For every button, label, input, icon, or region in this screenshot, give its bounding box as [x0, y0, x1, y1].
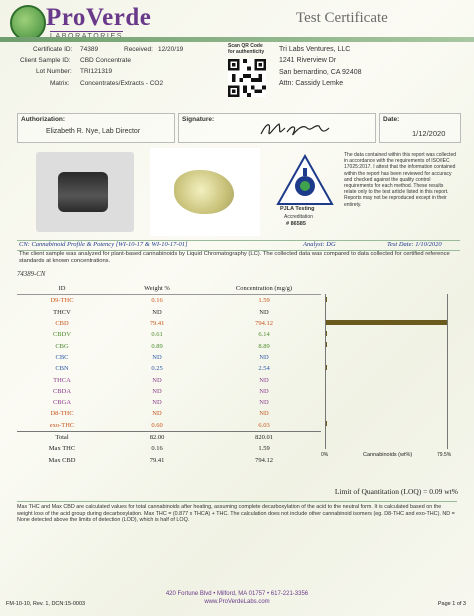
header-divider — [0, 37, 474, 42]
signature-image — [257, 118, 337, 140]
cell-weight: ND — [152, 376, 162, 384]
cert-id-label: Certificate ID: — [33, 46, 73, 53]
cannabinoid-bar-chart — [325, 294, 448, 449]
cannabinoid-row — [17, 397, 321, 408]
cell-conc: 8.89 — [258, 342, 270, 350]
footer-address: 420 Fortune Blvd • Milford, MA 01757 • 617-221-3356 — [165, 591, 309, 597]
col-id: ID — [17, 283, 107, 295]
cell-id: CBDA — [52, 387, 72, 395]
col-weight: Weight % — [107, 283, 207, 295]
bar-cbdv — [326, 331, 327, 336]
cell-id: D8-THC — [50, 410, 74, 418]
cell-id: CBN — [55, 365, 69, 373]
max-cbd-row — [17, 454, 321, 465]
sample-jar-photo — [36, 152, 134, 232]
form-id: FM-10-10, Rev. 1, DCN:15-0003 — [6, 601, 86, 607]
pjla-accreditation-badge — [276, 154, 334, 234]
max-thc-weight: 0.16 — [151, 445, 163, 453]
bar-exo-thc — [326, 421, 327, 426]
max-cbd-conc: 794.12 — [255, 456, 273, 464]
section-header — [17, 240, 460, 251]
cell-weight: ND — [152, 308, 162, 316]
authorization-box — [17, 113, 175, 143]
received-label: Received: — [124, 46, 153, 53]
badge-title: PJLA Testing — [280, 206, 315, 212]
max-cbd-weight: 79.41 — [149, 456, 165, 464]
cell-weight: ND — [152, 410, 162, 418]
date-box — [379, 113, 461, 143]
cell-conc: 6.14 — [258, 331, 270, 339]
cell-weight: 79.41 — [149, 320, 165, 328]
total-row — [17, 431, 321, 443]
sample-code: 74389-CN — [17, 271, 46, 278]
sample-material-photo — [150, 148, 260, 236]
cannabinoid-row — [17, 420, 321, 432]
cannabinoid-row — [17, 307, 321, 318]
cannabinoid-row — [17, 408, 321, 419]
cell-id: THCA — [53, 376, 71, 384]
max-cbd-id: Max CBD — [48, 456, 76, 464]
cannabinoid-table — [17, 283, 321, 466]
client-id-label: Client Sample ID: — [20, 57, 71, 64]
cell-conc: ND — [259, 308, 269, 316]
method-description: The client sample was analyzed for plant-based cannabinoids by Liquid Chromatography (LC). The collected data was compared to data collected for certified reference standards at known concentrations. — [19, 251, 450, 264]
client-city: San bernardino, CA 92408 — [279, 69, 362, 76]
page-number: Page 1 of 3 — [437, 601, 466, 607]
matrix-label: Matrix: — [50, 80, 70, 87]
cell-weight: 0.89 — [151, 342, 163, 350]
total-weight: 82.00 — [107, 431, 207, 443]
total-id: Total — [17, 431, 107, 443]
analyst: Analyst: DG — [303, 241, 336, 248]
cell-conc: ND — [259, 387, 269, 395]
cell-weight: 0.25 — [151, 365, 163, 373]
logo-name: ProVerde — [46, 4, 152, 31]
cell-id: exo-THC — [49, 421, 75, 429]
pjla-logo-icon — [276, 154, 334, 206]
received-value: 12/20/19 — [158, 46, 184, 53]
cell-id: CBD — [55, 320, 69, 328]
lot-label: Lot Number: — [36, 68, 72, 75]
cell-weight: ND — [152, 399, 162, 407]
loq-note: Limit of Quantitation (LOQ) = 0.09 wt% — [334, 487, 458, 496]
cell-id: CBC — [55, 353, 69, 361]
signature-label: Signature: — [182, 116, 215, 123]
cell-id: D9-THC — [50, 297, 74, 305]
cell-conc: 6.03 — [258, 421, 270, 429]
cert-id-value: 74389 — [80, 46, 99, 53]
cell-weight: ND — [152, 353, 162, 361]
cannabinoid-row — [17, 318, 321, 329]
max-thc-id: Max THC — [48, 445, 76, 453]
cannabinoid-row — [17, 340, 321, 351]
axis-title: Cannabinoids (wt%) — [363, 452, 413, 458]
lot-value: TRI121319 — [80, 68, 113, 75]
calculation-footnote: Max THC and Max CBD are calculated values for total cannabinoids after heating, assuming complete decarboxylation of the acid to the neutral form. It is calculated based on the weight loss of the acid group during decarboxylation. Max THC = (0.877 x THCA) + THC. The calculation does not include other cannabinoid isomers (eg. D8-THC and exo-THC). ND = None detected above the limits of detection (LOD), which is half of LOQ. — [17, 501, 457, 524]
cell-conc: ND — [259, 376, 269, 384]
axis-max-label: 79.5% — [437, 452, 452, 458]
badge-subtitle: Accreditation — [284, 214, 313, 220]
qr-caption: Scan QR Code for authenticity — [228, 43, 265, 55]
max-thc-row — [17, 443, 321, 454]
footer-website[interactable]: www.ProVerdeLabs.com — [204, 599, 270, 605]
qr-code[interactable] — [228, 59, 266, 97]
section-title: CN: Cannabinoid Profile & Potency [WI-10-17 & WI-10-17-01] — [19, 241, 188, 248]
document-title: Test Certificate — [296, 10, 388, 26]
cell-conc: ND — [259, 353, 269, 361]
client-attn: Attn: Cassidy Lemke — [279, 80, 344, 87]
cell-weight: 0.60 — [151, 421, 163, 429]
cannabinoid-row — [17, 352, 321, 363]
cannabinoid-row — [17, 363, 321, 374]
date-label: Date: — [383, 116, 400, 123]
signature-box — [178, 113, 376, 143]
cell-weight: 0.61 — [151, 331, 163, 339]
col-conc: Concentration (mg/g) — [207, 283, 321, 295]
bar-cbd — [326, 320, 447, 325]
cell-id: THCV — [53, 308, 71, 316]
date-value: 1/12/2020 — [412, 129, 446, 138]
cell-weight: ND — [152, 387, 162, 395]
total-conc: 820.01 — [207, 431, 321, 443]
accreditation-note: The data contained within this report was collected in accordance with the requirements of ISO/IEC 17025:2017. I attest that the information contained within the report has been reviewed for accuracy and checked against the quality control requirements for each method. These results relate only to the test article listed in this report. Reports may not be reproduced except in their entirety. — [344, 152, 457, 208]
max-thc-conc: 1.59 — [258, 445, 270, 453]
matrix-value: Concentrates/Extracts - CO2 — [80, 80, 164, 87]
test-date: Test Date: 1/10/2020 — [387, 241, 442, 248]
cell-conc: ND — [259, 410, 269, 418]
cell-weight: 0.16 — [151, 297, 163, 305]
cell-id: CBGA — [52, 399, 72, 407]
cell-conc: 1.59 — [258, 297, 270, 305]
client-name: Tri Labs Ventures, LLC — [279, 46, 351, 53]
leaf-logo-icon — [10, 5, 46, 41]
client-id-value: CBD Concentrate — [80, 57, 131, 64]
cannabinoid-row — [17, 329, 321, 340]
axis-min-label: 0% — [321, 452, 329, 458]
cannabinoid-row — [17, 295, 321, 307]
badge-number: # 86585 — [286, 221, 306, 227]
cell-conc: ND — [259, 399, 269, 407]
cannabinoid-row — [17, 374, 321, 385]
cell-id: CBDV — [52, 331, 72, 339]
bar-cbg — [326, 342, 327, 347]
auth-name: Elizabeth R. Nye, Lab Director — [46, 128, 141, 135]
client-street: 1241 Riverview Dr — [279, 57, 337, 64]
cell-id: CBG — [55, 342, 69, 350]
cannabinoid-row — [17, 386, 321, 397]
cell-conc: 2.54 — [258, 365, 270, 373]
cell-conc: 794.12 — [255, 320, 273, 328]
auth-label: Authorization: — [21, 116, 66, 123]
